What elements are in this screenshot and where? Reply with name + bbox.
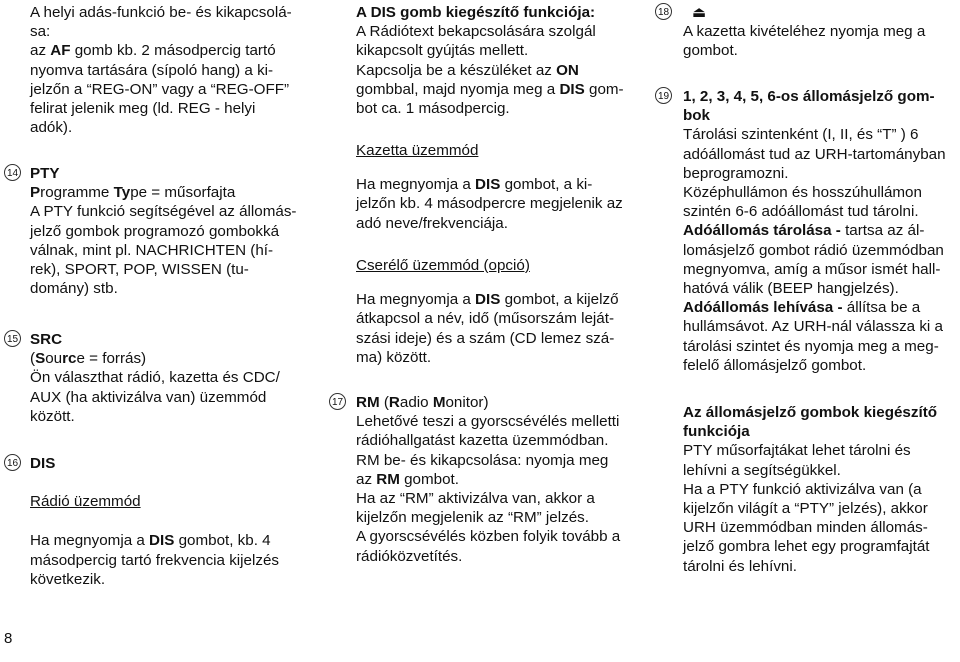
body-line: jelzőn kb. 4 másodpercre megjelenik az — [356, 195, 623, 213]
body-line: gombot. — [683, 42, 738, 60]
body-line: ma) között. — [356, 348, 432, 366]
body-line: Tárolási szintenként (I, II, és “T” ) 6 — [683, 126, 919, 144]
src-expansion: (Source = forrás) — [30, 350, 147, 368]
body-line: domány) stb. — [30, 280, 118, 298]
pty-section — [6, 164, 315, 298]
body-line: RM be- és kikapcsolása: nyomja meg — [356, 451, 609, 469]
item-number-badge: 18 — [655, 3, 672, 20]
body-line: átkapcsol a név, idő (műsorszám leját- — [356, 310, 615, 328]
intro-line: adók). — [30, 119, 73, 137]
intro-line: felirat jelenik meg (ld. REG - helyi — [30, 100, 256, 118]
cassette-mode-subheading: Kazetta üzemmód — [356, 142, 479, 159]
cassette-section — [356, 141, 646, 233]
body-line: Ön választhat rádió, kazetta és CDC/ — [30, 369, 280, 387]
body-line: Ha megnyomja a DIS gombot, a ki- — [356, 176, 593, 194]
body-line: szási ideje) és a szám (CD lemez szá- — [356, 329, 615, 347]
intro-line: sa: — [30, 23, 51, 41]
body-line: az RM gombot. — [356, 470, 459, 488]
changer-section — [356, 256, 646, 367]
body-line: jelző gombok programozó gombokká — [30, 222, 280, 240]
body-line: szintén 6-6 adóállomást tud tárolni. — [683, 203, 919, 221]
body-line: A kazetta kivételéhez nyomja meg a — [683, 23, 926, 41]
body-line: kikapcsolt gyújtás mellett. — [356, 42, 529, 60]
section-title: SRC — [30, 331, 63, 348]
item-number-badge: 19 — [655, 87, 672, 104]
body-line: URH üzemmódban minden állomás- — [683, 519, 928, 537]
pty-expansion: Programme Type = műsorfajta — [30, 184, 236, 202]
body-line: hullámsávot. Az URH-nál válassza ki a — [683, 318, 943, 336]
body-line: Ha az “RM” aktivizálva van, akkor a — [356, 490, 595, 508]
body-line: A gyorscsévélés közben folyik tovább a — [356, 528, 621, 546]
body-line: rádióhallgatást kazetta üzemmódban. — [356, 432, 609, 450]
body-line: rádióközvetítés. — [356, 547, 463, 565]
body-line: Lehetővé teszi a gyorscsévélés melletti — [356, 413, 620, 431]
body-line: kijelzőn világít a “PTY” jelzés), akkor — [683, 500, 928, 518]
station-buttons-section — [657, 87, 953, 375]
radio-mode-subheading: Rádió üzemmód — [30, 493, 141, 511]
body-line: hatóvá válik (BEEP hangjelzés). — [683, 280, 899, 298]
body-line: kijelzőn megjelenik az “RM” jelzés. — [356, 509, 589, 527]
section-heading: funkciója — [683, 423, 750, 441]
local-station-intro — [30, 3, 315, 137]
body-line: felelő állomásjelző gombot. — [683, 356, 867, 374]
section-heading: Az állomásjelző gombok kiegészítő — [683, 404, 938, 421]
body-line: adóállomást tud az URH-tartományban — [683, 145, 946, 163]
intro-line: nyomva tartására (sípoló hang) a ki- — [30, 61, 274, 79]
body-line: Adóállomás lehívása - állítsa be a — [683, 299, 921, 317]
section-title: DIS — [30, 455, 56, 472]
section-title: bok — [683, 107, 711, 125]
eject-section — [657, 3, 953, 61]
item-number-badge: 16 — [4, 454, 21, 471]
intro-line: A helyi adás-funkció be- és kikapcsolá- — [30, 4, 292, 21]
src-section — [6, 330, 315, 426]
intro-line: az AF gomb kb. 2 másodpercig tartó — [30, 42, 276, 60]
body-line: megnyomva, amíg a műsor ismét hall- — [683, 260, 941, 278]
body-line: rek), SPORT, POP, WISSEN (tu- — [30, 261, 249, 279]
body-line: jelző gombra lehet egy programfajtát — [683, 538, 930, 556]
body-line: A Rádiótext bekapcsolására szolgál — [356, 23, 596, 41]
body-line: lomásjelző gombot rádió üzemmódban — [683, 241, 944, 259]
dis-section — [6, 454, 315, 589]
body-line: beprogramozni. — [683, 164, 789, 182]
item-number-badge: 15 — [4, 330, 21, 347]
body-line: Ha megnyomja a DIS gombot, a kijelző — [356, 291, 619, 309]
item-number-badge: 17 — [329, 393, 346, 410]
dis-extra-section — [356, 3, 646, 118]
body-line: következik. — [30, 570, 106, 588]
item-number-badge: 14 — [4, 164, 21, 181]
section-title: PTY — [30, 165, 60, 182]
eject-title — [683, 3, 953, 22]
body-line: gombbal, majd nyomja meg a DIS gom- — [356, 80, 624, 98]
body-line: Adóállomás tárolása - tartsa az ál- — [683, 222, 925, 240]
changer-mode-subheading: Cserélő üzemmód (opció) — [356, 257, 530, 274]
body-line: A PTY funkció segítségével az állomás- — [30, 203, 297, 221]
body-line: bot ca. 1 másodpercig. — [356, 100, 510, 118]
section-heading: A DIS gomb kiegészítő funkciója: — [356, 4, 596, 21]
body-line: Ha megnyomja a DIS gombot, kb. 4 — [30, 532, 271, 550]
section-title: 1, 2, 3, 4, 5, 6-os állomásjelző gom- — [683, 88, 935, 105]
body-line: adó neve/frekvenciája. — [356, 214, 508, 232]
station-extra-section — [683, 403, 953, 576]
body-line: válnak, mint pl. NACHRICHTEN (hí- — [30, 241, 274, 259]
body-line: másodpercig tartó frekvencia kijelzés — [30, 551, 280, 569]
body-line: tárolni és lehívni. — [683, 557, 797, 575]
body-line: lehívni a segítségükkel. — [683, 461, 841, 479]
body-line: PTY műsorfajtákat lehet tárolni és — [683, 442, 911, 460]
rm-section — [331, 393, 646, 566]
intro-line: jelzőn a “REG-ON” vagy a “REG-OFF” — [30, 80, 290, 98]
body-line: AUX (ha aktivizálva van) üzemmód — [30, 388, 267, 406]
body-line: Kapcsolja be a készüléket az ON — [356, 61, 579, 79]
section-title: RM (Radio Monitor) — [356, 394, 489, 411]
body-line: Ha a PTY funkció aktivizálva van (a — [683, 480, 922, 498]
eject-icon: ⏏ — [692, 4, 707, 21]
body-line: Középhullámon és hosszúhullámon — [683, 184, 922, 202]
body-line: tárolási szintet és nyomja meg a meg- — [683, 337, 939, 355]
body-line: között. — [30, 407, 75, 425]
page-number: 8 — [4, 630, 13, 647]
